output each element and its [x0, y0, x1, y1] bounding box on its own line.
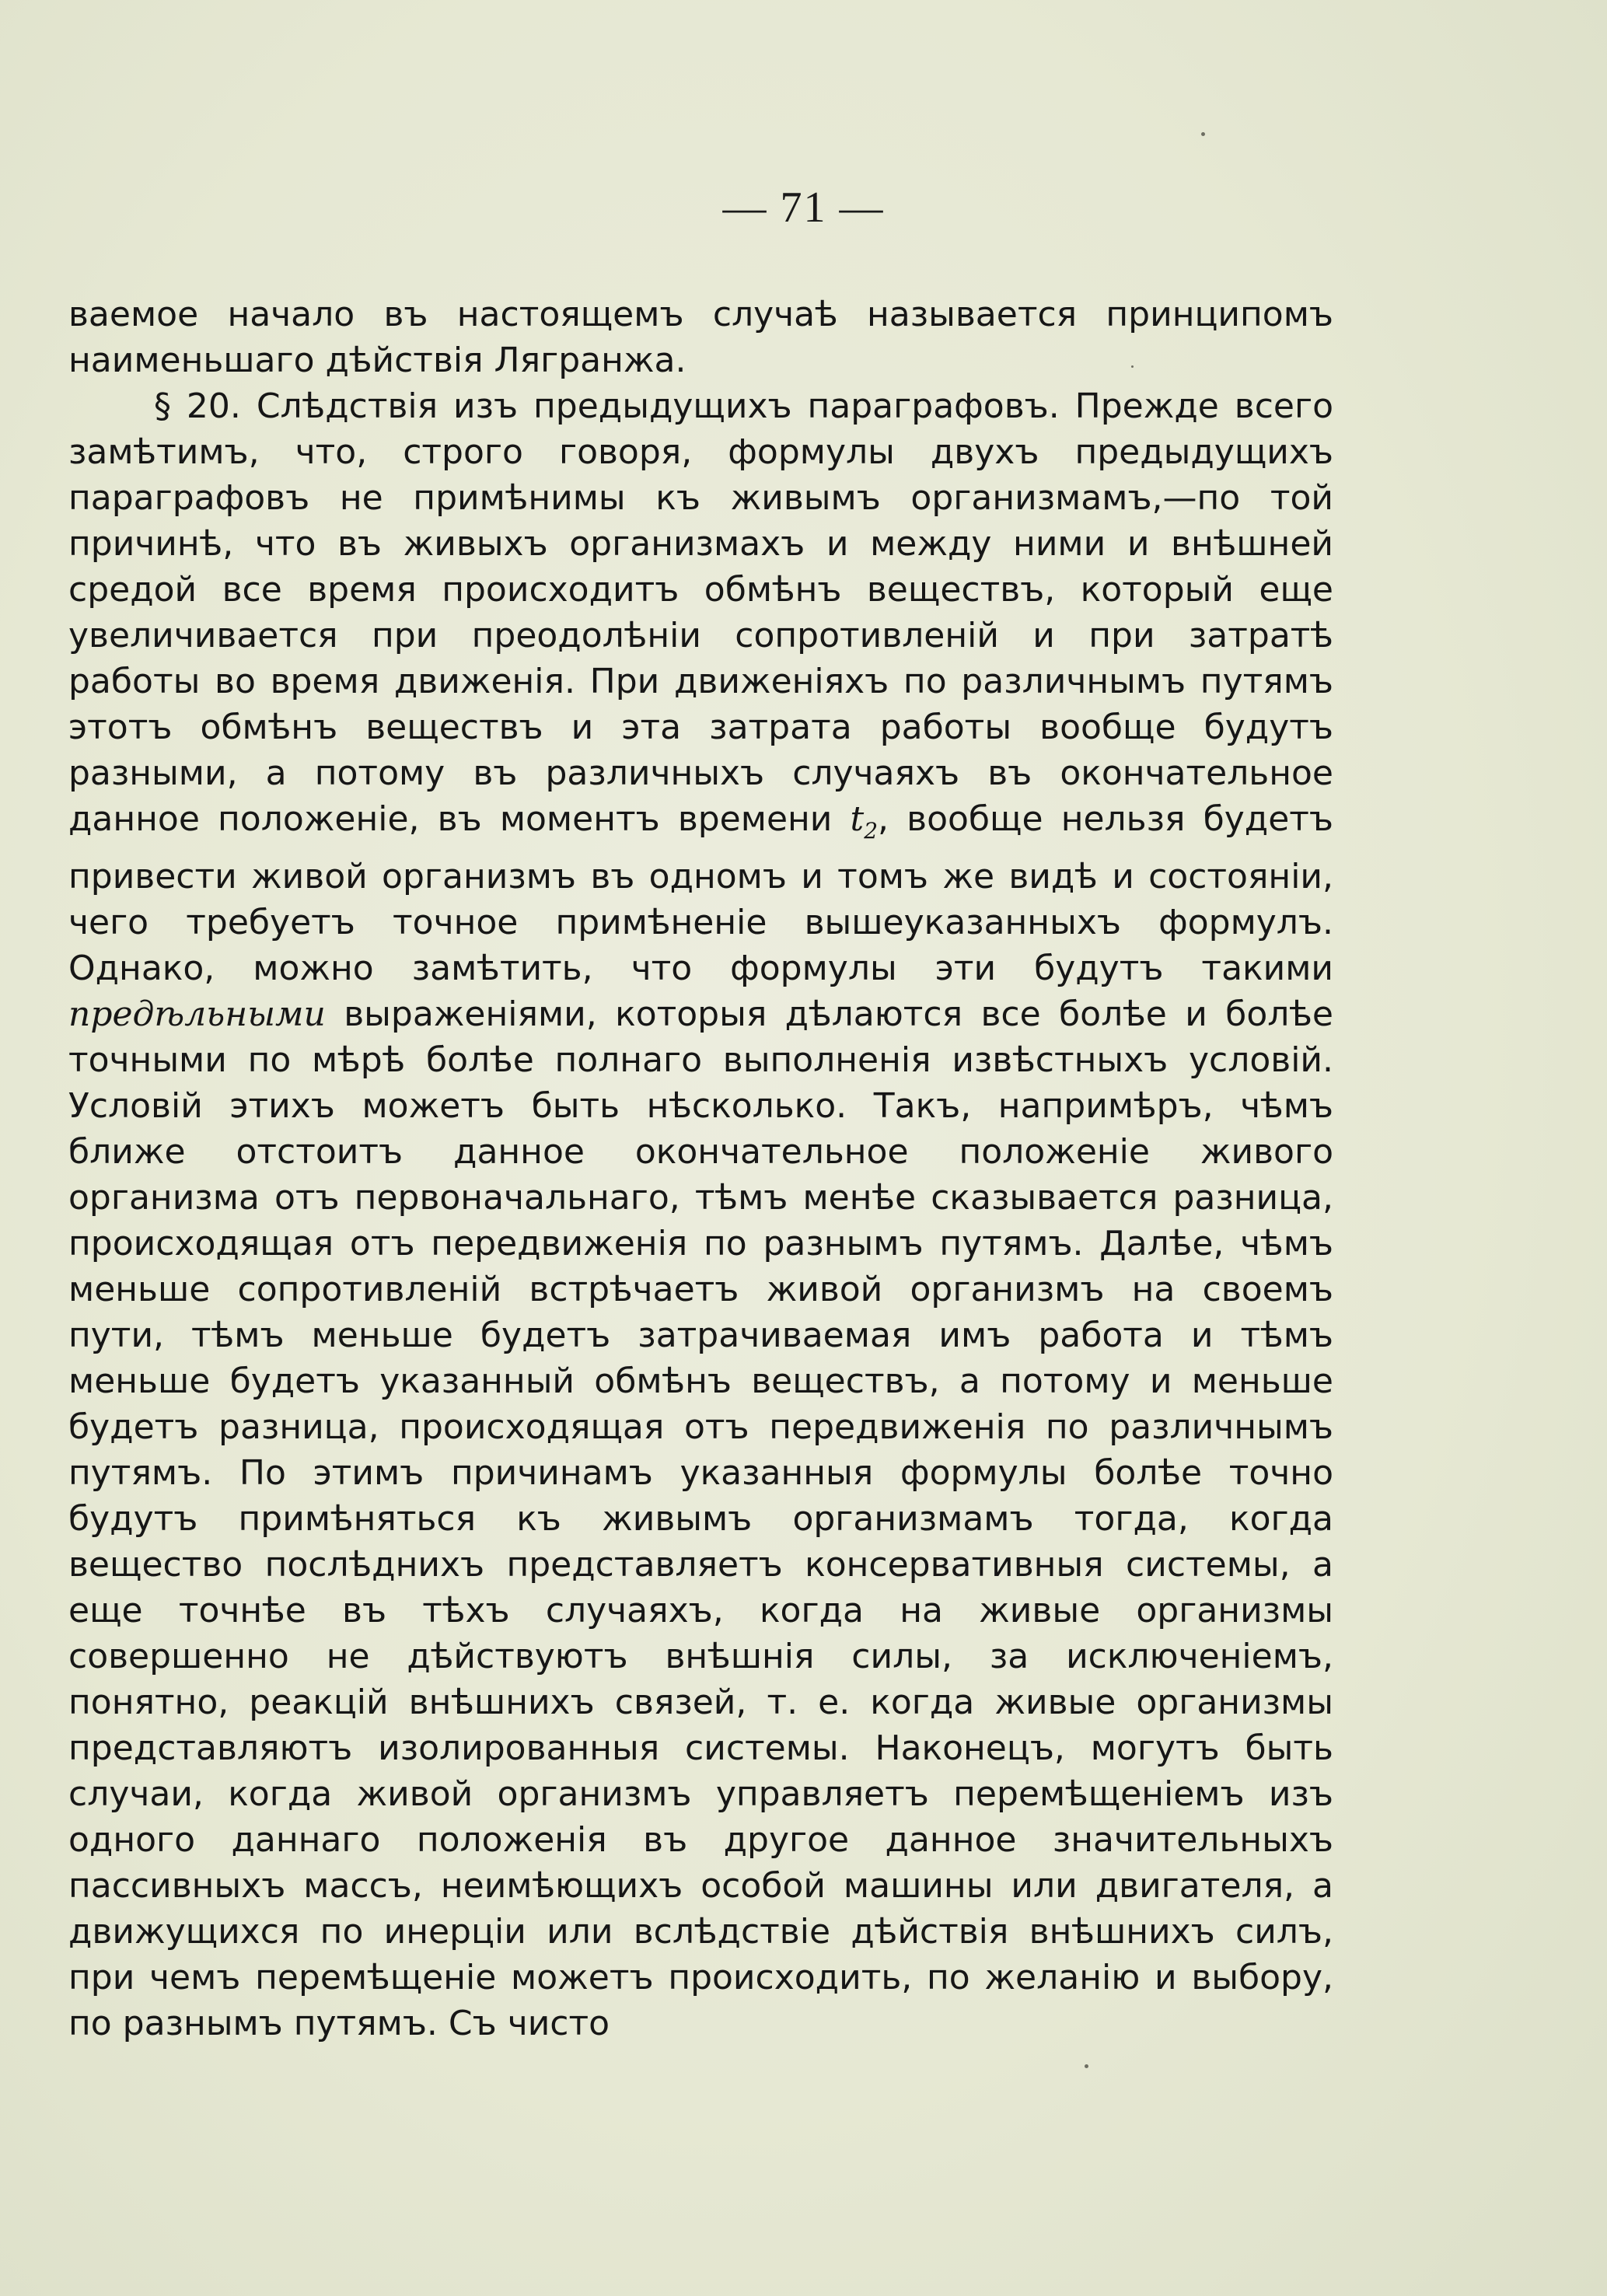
time-variable [850, 799, 879, 844]
italic-emphasis: предѣльными [68, 994, 326, 1034]
paragraph-section-20 [68, 383, 1333, 2046]
paper-speck [1131, 365, 1134, 368]
time-symbol: t [850, 799, 865, 839]
paragraph-continuation: ваемое начало въ настоящемъ случаѣ называется принципомъ наименьшаго дѣйствія Лягранжа. [68, 295, 1333, 380]
paper-speck [1201, 132, 1205, 136]
section-text-start: § 20. Слѣдствія изъ предыдущихъ параграфовъ. Прежде всего замѣтимъ, что, строго говоря, формулы двухъ предыдущихъ параграфовъ не примѣнимы къ живымъ организмамъ,—по той причинѣ, что въ живыхъ организмахъ и между ними и внѣшней средой все время происходитъ обмѣнъ веществъ, который еще увеличивается при преодолѣніи сопротивленій и при затратѣ работы во время движенія. При движеніяхъ по различнымъ путямъ этотъ обмѣнъ веществъ и эта затрата работы вообще будутъ разными, а потому въ различныхъ случаяхъ въ окончательное данное положеніе, въ моментъ времени [68, 386, 1333, 839]
body-text [68, 292, 1333, 2046]
section-text-mid: , вообще нельзя будетъ привести живой организмъ въ одномъ и томъ же видѣ и состояніи, чего требуетъ точное примѣненіе вышеуказанныхъ формулъ. Однако, можно замѣтить, что формулы эти будутъ такими [68, 799, 1333, 988]
time-subscript: 2 [864, 817, 879, 844]
paper-speck [1085, 2064, 1088, 2068]
page-number: — 71 — [722, 183, 885, 232]
section-text-end: выраженіями, которыя дѣлаются все болѣе и болѣе точными по мѣрѣ болѣе полнаго выполненія извѣстныхъ условій. Условій этихъ можетъ быть нѣсколько. Такъ, напримѣръ, чѣмъ ближе отстоитъ данное окончательное положеніе живого организма отъ первоначальнаго, тѣмъ менѣе сказывается разница, происходящая отъ передвиженія по разнымъ путямъ. Далѣе, чѣмъ меньше сопротивленій встрѣчаетъ живой организмъ на своемъ пути, тѣмъ меньше будетъ затрачиваемая имъ работа и тѣмъ меньше будетъ указанный обмѣнъ веществъ, а потому и меньше будетъ разница, происходящая отъ передвиженія по различнымъ путямъ. По этимъ причинамъ указанныя формулы болѣе точно будутъ примѣняться къ живымъ организмамъ тогда, когда вещество послѣднихъ представляетъ консервативныя системы, а еще точнѣе въ тѣхъ случаяхъ, когда на живые организмы совершенно не дѣйствуютъ внѣшнія силы, за исключеніемъ, понятно, реакцій внѣшнихъ связей, т. е. когда живые организмы представляютъ изолированныя системы. Наконецъ, могутъ быть случаи, когда живой организмъ управляетъ перемѣщеніемъ изъ одного даннаго положенія въ другое данное значительныхъ пассивныхъ массъ, неимѣющихъ особой машины или двигателя, а движущихся по инерціи или вслѣдствіе дѣйствія внѣшнихъ силъ, при чемъ перемѣщеніе можетъ происходить, по желанію и выбору, по разнымъ путямъ. Съ чисто [68, 994, 1333, 2043]
